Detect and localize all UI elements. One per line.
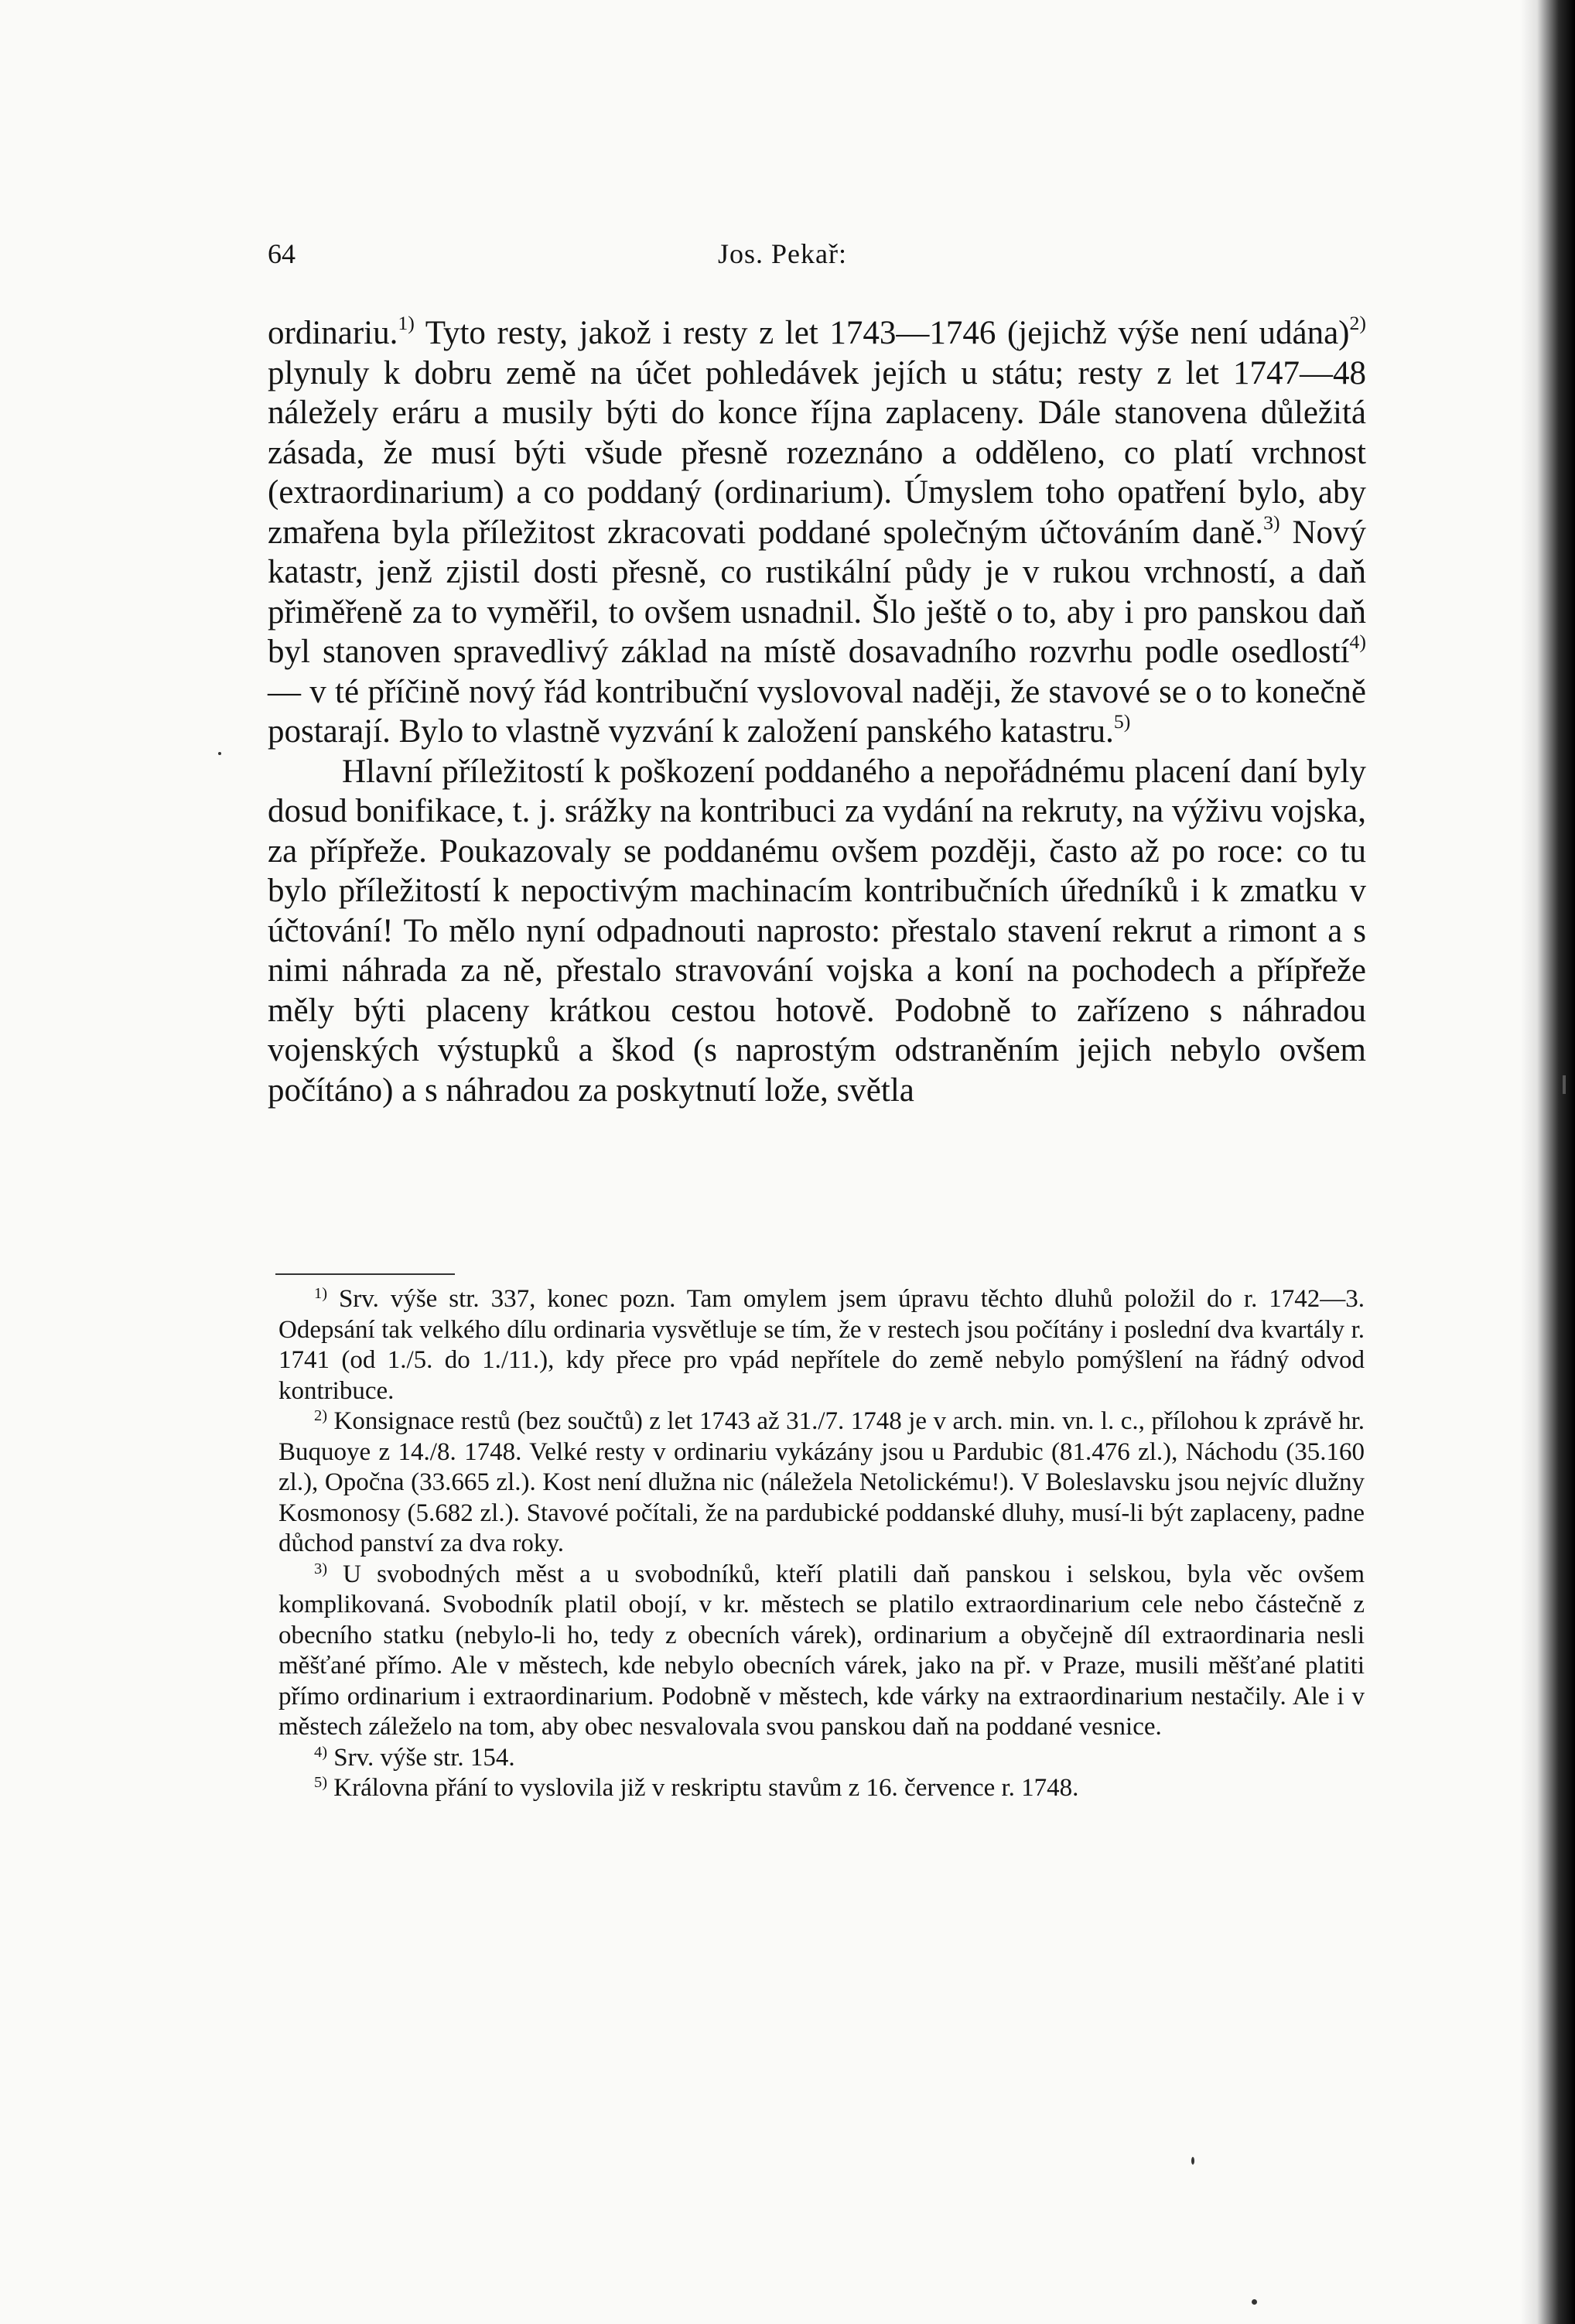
footnote-3 <box>278 1560 1365 1743</box>
running-head: Jos. Pekař: <box>718 238 847 269</box>
footnote-2 <box>278 1406 1365 1560</box>
text-run: — v té příčině nový řád kontribuční vyslovoval naději, že stavové se o to konečně postarají. Bylo to vlastně vyzvání k založení panského katastru. <box>268 673 1366 750</box>
footnote-text: Konsignace restů (bez součtů) z let 1743 až 31./7. 1748 je v arch. min. vn. l. c., přílohou k zprávě hr. Buquoye z 14./8. 1748. Velké resty v ordinariu vykázány jsou u Pardubic (81.476 zl.), Náchodu (35.160 zl.), Opočna (33.665 zl.). Kost není dlužna nic (náležela Netolickému!). V Boleslavsku jsou nejvíc dlužny Kosmonosy (5.682 zl.). Stavové počítali, že na pardubické poddanské dluhy, musí-li být zaplaceny, padne důchod panství za dva roky. <box>278 1407 1365 1557</box>
spine-mark <box>1563 1075 1566 1094</box>
footnote-ref: 1) <box>398 311 415 334</box>
footnote-text: Královna přání to vyslovila již v reskriptu stavům z 16. července r. 1748. <box>327 1774 1079 1802</box>
paragraph-1 <box>268 313 1366 752</box>
paragraph-2 <box>268 752 1366 1111</box>
scan-speck <box>218 752 221 755</box>
text-run: Nový katastr, jenž zjistil dosti přesně, co rustikální půdy je v rukou vrchností, a daň přiměřeně za to vyměřil, to ovšem usnadnil. Šlo ještě o to, aby i pro panskou daň byl stanoven spravedlivý základ na místě dosavadního rozvrhu podle osedlostí <box>268 514 1366 670</box>
scan-speck <box>1191 2157 1194 2165</box>
text-run: Hlavní příležitostí k poškození poddaného a nepořádnému placení daní byly dosud bonifikace, t. j. srážky na kontribuci za vydání na rekruty, na výživu vojska, za přípřeže. Poukazovaly se poddanému ovšem později, často až po roce: co tu bylo příležitostí k nepoctivým machinacím kontribučních úředníků i k zmatku v účtování! To mělo nyní odpadnouti naprosto: přestalo stavení rekrut a rimont a s nimi náhrada za ně, přestalo stravování vojska a koní na pochodech a přípřeže měly býti placeny krátkou cestou hotově. Podobně to zařízeno s náhradou vojenských výstupků a škod (s naprostým odstraněním jejich nebylo ovšem počítáno) a s náhradou za poskytnutí lože, světla <box>268 753 1366 1109</box>
scan-speck <box>1252 2299 1257 2305</box>
footnote-text: Srv. výše str. 154. <box>327 1743 515 1772</box>
footnote-4 <box>278 1743 1365 1774</box>
footnote-marker: 2) <box>314 1406 328 1424</box>
footnote-divider <box>275 1273 455 1275</box>
text-run: plynuly k dobru země na účet pohledávek jejích u státu; resty z let 1747—48 náležely eráru a musily býti do konce října zaplaceny. Dále stanovena důležitá zásada, že musí býti všude přesně rozeznáno a odděleno, co platí vrchnost (extraordinarium) a co poddaný (ordinarium). Úmyslem toho opatření bylo, aby zmařena byla příležitost zkracovati poddané společným účtováním daně. <box>268 354 1366 551</box>
text-run: ordinariu. <box>268 315 398 351</box>
footnote-marker: 5) <box>314 1773 328 1791</box>
footnote-text: Srv. výše str. 337, konec pozn. Tam omylem jsem úpravu těchto dluhů položil do r. 1742—3. Odepsání tak velkého dílu ordinaria vysvětluje se tím, že v restech jsou počítány i poslední dva kvartály r. 1741 (od 1./5. do 1./11.), kdy přece pro vpád nepřítele do země nebylo pomýšlení na řádný odvod kontribuce. <box>278 1285 1365 1405</box>
footnote-1 <box>278 1284 1365 1406</box>
footnote-ref: 3) <box>1263 511 1280 534</box>
text-run: Tyto resty, jakož i resty z let 1743—1746 (jejichž výše není udána) <box>414 315 1350 351</box>
footnote-ref: 5) <box>1113 709 1131 733</box>
footnote-ref: 2) <box>1349 311 1366 334</box>
footnote-marker: 3) <box>314 1560 328 1577</box>
footnote-marker: 1) <box>314 1284 328 1302</box>
main-text <box>268 313 1366 1110</box>
page-header <box>268 238 1368 268</box>
footnotes <box>278 1284 1365 1804</box>
footnote-text: U svobodných měst a u svobodníků, kteří platili daň panskou i selskou, byla věc ovšem komplikovaná. Svobodník platil obojí, v kr. městech se platilo extraordinarium cele nebo částečně z obecního statku (nebylo-li ho, tedy z obecních várek), ordinarium a obyčejně díl extraordinaria nesli měšťané přímo. Ale v městech, kde nebylo obecních várek, jako na př. v Praze, musili měšťané platiti přímo ordinarium i extraordinarium. Podobně v městech, kde várky na extraordinarium nestačily. Ale i v městech záleželo na tom, aby obec nesvalovala svou panskou daň na poddané vesnice. <box>278 1560 1365 1741</box>
page-number: 64 <box>268 238 296 269</box>
page-spine-shadow <box>1521 0 1575 2324</box>
footnote-marker: 4) <box>314 1743 328 1761</box>
footnote-ref: 4) <box>1349 630 1366 653</box>
footnote-5 <box>278 1773 1365 1804</box>
